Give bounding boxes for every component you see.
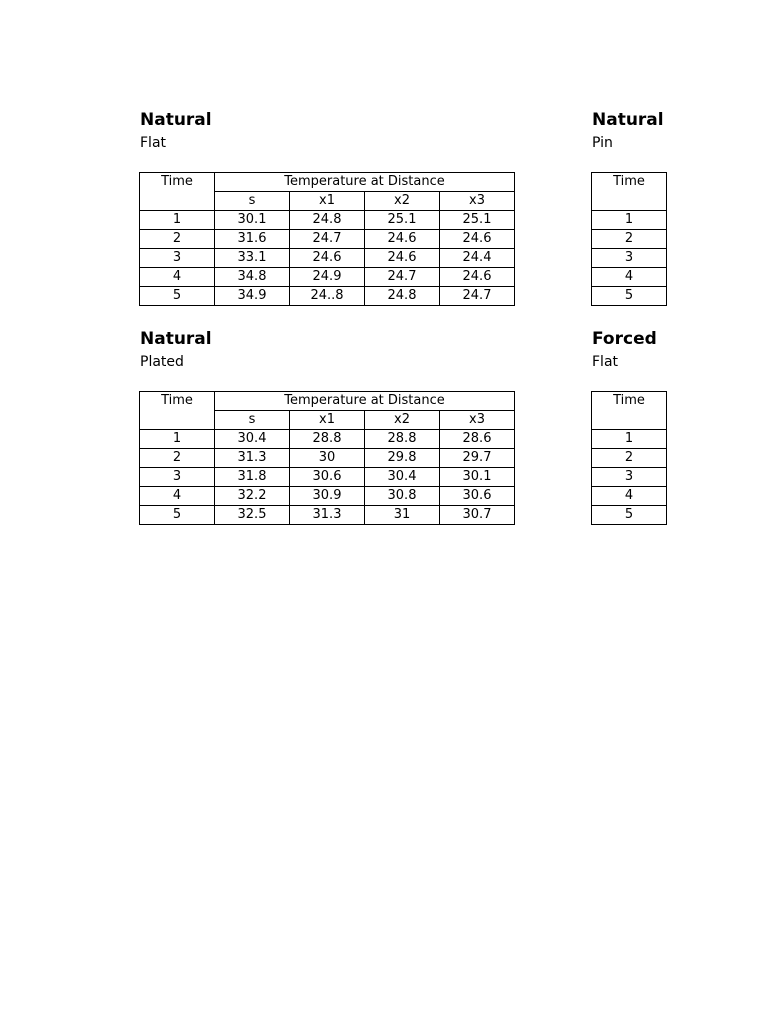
- value-cell: 25.1: [365, 211, 440, 230]
- value-cell: 28.6: [440, 430, 515, 449]
- value-cell: 30.8: [365, 487, 440, 506]
- time-cell: 4: [140, 487, 215, 506]
- time-cell: 5: [140, 506, 215, 525]
- table-row: [140, 268, 515, 287]
- time-header: Time: [140, 392, 215, 430]
- time-cell: 1: [140, 211, 215, 230]
- value-cell: 24.7: [440, 287, 515, 306]
- time-cell: 3: [140, 249, 215, 268]
- time-cell: 5: [592, 506, 667, 525]
- temperature-table: [591, 172, 667, 306]
- value-cell: 24.6: [365, 230, 440, 249]
- table-row: [592, 268, 667, 287]
- temperature-table: [591, 391, 667, 525]
- value-cell: 24..8: [290, 287, 365, 306]
- table-block-forced-flat: [591, 329, 768, 529]
- column-header: x2: [365, 411, 440, 430]
- value-cell: 31.3: [290, 506, 365, 525]
- time-cell: 1: [592, 430, 667, 449]
- table-row: [140, 287, 515, 306]
- value-cell: 24.6: [365, 249, 440, 268]
- time-cell: 2: [592, 449, 667, 468]
- table-row: [140, 449, 515, 468]
- value-cell: 33.1: [215, 249, 290, 268]
- group-header: Temperature at Distance: [215, 173, 515, 192]
- time-cell: 3: [140, 468, 215, 487]
- column-header: x1: [290, 192, 365, 211]
- value-cell: 30.1: [215, 211, 290, 230]
- table-row: [140, 430, 515, 449]
- value-cell: 31: [365, 506, 440, 525]
- table-row: [592, 287, 667, 306]
- table-row: [592, 230, 667, 249]
- time-cell: 3: [592, 468, 667, 487]
- table-block-natural-plated: [139, 329, 519, 529]
- time-cell: 4: [140, 268, 215, 287]
- value-cell: 29.8: [365, 449, 440, 468]
- time-cell: 1: [140, 430, 215, 449]
- column-header: x2: [365, 192, 440, 211]
- value-cell: 30.9: [290, 487, 365, 506]
- time-cell: 2: [140, 449, 215, 468]
- value-cell: 34.9: [215, 287, 290, 306]
- block-subtitle: Plated: [140, 354, 184, 370]
- time-cell: 5: [140, 287, 215, 306]
- table-row: [140, 230, 515, 249]
- table-row: [592, 449, 667, 468]
- table-row: [592, 249, 667, 268]
- block-title: Natural: [140, 329, 212, 349]
- table-row: [592, 506, 667, 525]
- value-cell: 24.6: [290, 249, 365, 268]
- value-cell: 34.8: [215, 268, 290, 287]
- block-subtitle: Flat: [592, 354, 619, 370]
- time-header: Time: [140, 173, 215, 211]
- value-cell: 24.6: [440, 230, 515, 249]
- block-subtitle: Pin: [592, 135, 613, 151]
- time-cell: 5: [592, 287, 667, 306]
- value-cell: 29.7: [440, 449, 515, 468]
- value-cell: 30.4: [215, 430, 290, 449]
- value-cell: 24.7: [290, 230, 365, 249]
- table-row: [140, 487, 515, 506]
- time-cell: 1: [592, 211, 667, 230]
- value-cell: 24.6: [440, 268, 515, 287]
- table-row: [592, 487, 667, 506]
- time-cell: 2: [140, 230, 215, 249]
- column-header: s: [215, 411, 290, 430]
- block-subtitle: Flat: [140, 135, 167, 151]
- value-cell: 28.8: [290, 430, 365, 449]
- column-header: x3: [440, 192, 515, 211]
- value-cell: 31.3: [215, 449, 290, 468]
- table-row: [592, 211, 667, 230]
- block-title: Forced: [592, 329, 657, 349]
- time-cell: 4: [592, 268, 667, 287]
- group-header: Temperature at Distance: [215, 392, 515, 411]
- block-title: Natural: [592, 110, 664, 130]
- value-cell: 32.2: [215, 487, 290, 506]
- value-cell: 24.8: [290, 211, 365, 230]
- temperature-table: [139, 391, 515, 525]
- table-block-natural-flat: [139, 110, 519, 310]
- value-cell: 24.8: [365, 287, 440, 306]
- value-cell: 25.1: [440, 211, 515, 230]
- value-cell: 31.8: [215, 468, 290, 487]
- column-header: x3: [440, 411, 515, 430]
- column-header: x1: [290, 411, 365, 430]
- value-cell: 24.9: [290, 268, 365, 287]
- value-cell: 32.5: [215, 506, 290, 525]
- time-cell: 3: [592, 249, 667, 268]
- time-cell: 2: [592, 230, 667, 249]
- block-title: Natural: [140, 110, 212, 130]
- value-cell: 30.6: [440, 487, 515, 506]
- time-cell: 4: [592, 487, 667, 506]
- value-cell: 30: [290, 449, 365, 468]
- value-cell: 28.8: [365, 430, 440, 449]
- table-row: [140, 506, 515, 525]
- table-row: [140, 249, 515, 268]
- column-header: s: [215, 192, 290, 211]
- time-header: Time: [592, 392, 667, 430]
- table-row: [592, 430, 667, 449]
- value-cell: 30.4: [365, 468, 440, 487]
- value-cell: 30.7: [440, 506, 515, 525]
- table-row: [140, 468, 515, 487]
- value-cell: 30.1: [440, 468, 515, 487]
- value-cell: 31.6: [215, 230, 290, 249]
- time-header: Time: [592, 173, 667, 211]
- value-cell: 24.7: [365, 268, 440, 287]
- value-cell: 24.4: [440, 249, 515, 268]
- temperature-table: [139, 172, 515, 306]
- table-block-natural-pin: [591, 110, 768, 310]
- table-row: [592, 468, 667, 487]
- value-cell: 30.6: [290, 468, 365, 487]
- table-row: [140, 211, 515, 230]
